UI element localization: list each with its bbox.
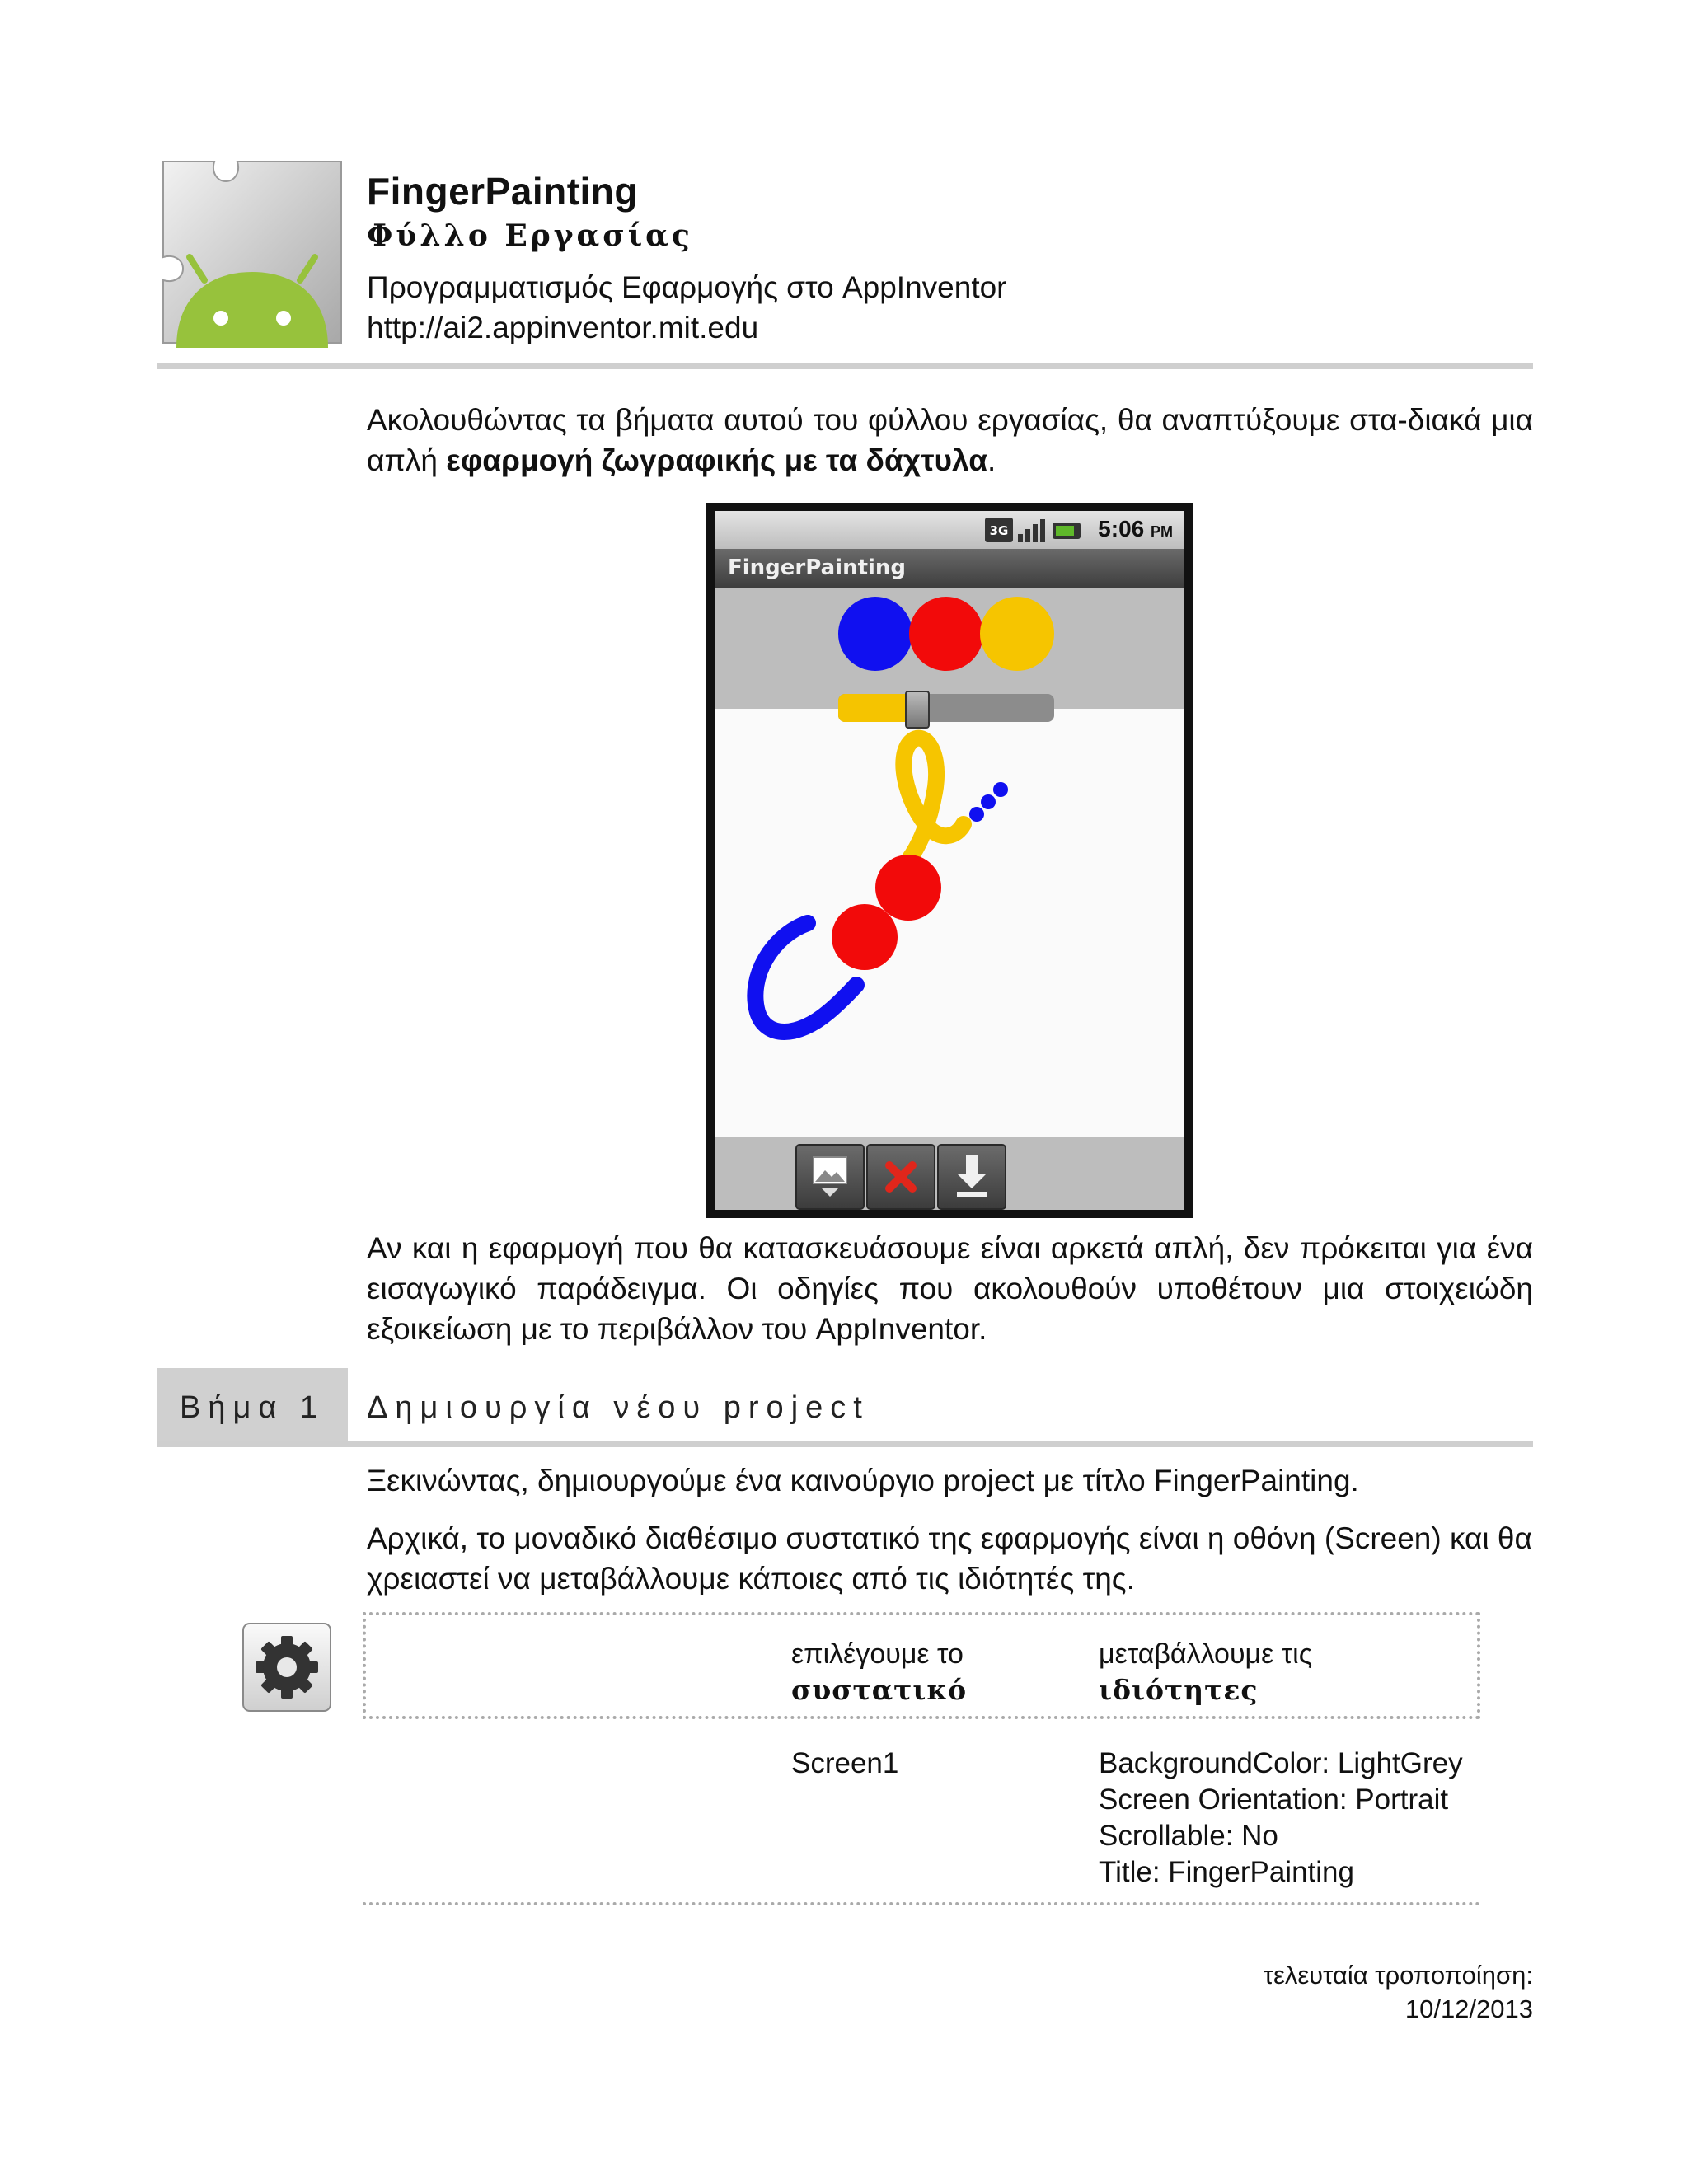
last-modified-label: τελευταία τροποποίηση:: [1263, 1961, 1533, 1990]
step-label: Βήμα 1: [179, 1390, 326, 1425]
course-url[interactable]: http://ai2.appinventor.mit.edu: [367, 311, 759, 344]
property-item: Screen Orientation: Portrait: [1099, 1783, 1449, 1816]
clock-ampm: PM: [1151, 523, 1173, 540]
property-item: Title: FingerPainting: [1099, 1856, 1354, 1888]
step-paragraph-1: Ξεκινώντας, δημιουργούμε ένα καινούργιο project με τίτλο FingerPainting.: [367, 1464, 1359, 1497]
component-column-header: [791, 1636, 967, 1708]
clock-time: 5:06: [1098, 516, 1145, 541]
step-title: Δημιουργία νέου project: [367, 1390, 870, 1425]
action-bar: [715, 1137, 1184, 1210]
step-paragraph-2: Αρχικά, το μοναδικό διαθέσιμο συστατικό της εφαρμογής είναι η οθόνη (Screen) και θα χρειαστεί να μεταβάλλουμε κάποιες από τις ιδιότητές της.: [367, 1521, 1532, 1596]
app-title: FingerPainting: [728, 555, 907, 580]
property-item: BackgroundColor: LightGrey: [1099, 1747, 1463, 1779]
app-screenshot: [706, 503, 1193, 1218]
status-bar: [715, 511, 1184, 549]
last-modified: [1264, 1958, 1533, 2026]
table-bottom-border: [363, 1902, 1480, 1905]
gear-icon: [241, 1622, 332, 1713]
properties-header-bold: ιδιότητες: [1099, 1674, 1259, 1706]
wipe-button[interactable]: [866, 1144, 935, 1210]
intro-paragraph: [367, 400, 1533, 480]
save-button[interactable]: [937, 1144, 1006, 1210]
gallery-button[interactable]: [795, 1144, 865, 1210]
last-modified-date: 10/12/2013: [1404, 1994, 1533, 2023]
component-header-bold: συστατικό: [791, 1674, 968, 1706]
yellow-stroke: [903, 738, 964, 865]
intro-text: Ακολουθώντας τα βήματα αυτού του φύλλου εργασίας, θα αναπτύξουμε στα-διακά μια απλή: [367, 403, 1533, 477]
document-title: FingerPainting: [367, 170, 638, 213]
properties-header-text: μεταβάλλουμε τις: [1099, 1638, 1313, 1670]
properties-column-header: [1099, 1636, 1312, 1708]
note-paragraph: Αν και η εφαρμογή που θα κατασκευάσουμε είναι αρκετά απλή, δεν πρόκειται για ένα εισαγωγικό παράδειγμα. Οι οδηγίες που ακολουθούν υποθέτουν μια στοιχειώδη εξοικείωση με το περιβάλλον του AppInventor.: [367, 1231, 1533, 1346]
component-header-text: επιλέγουμε το: [791, 1638, 964, 1670]
status-icons: [985, 516, 1084, 544]
course-title: Προγραμματισμός Εφαρμογής στο AppInventor: [367, 270, 1007, 304]
step-divider: [157, 1441, 1533, 1447]
network-label: 3G: [989, 523, 1009, 538]
red-dot: [832, 904, 898, 970]
color-panel: [715, 588, 1184, 709]
appinventor-logo: [157, 157, 348, 348]
blue-dot: [981, 794, 996, 809]
close-icon: [868, 1146, 934, 1208]
blue-color-button[interactable]: [838, 597, 912, 671]
blue-dot: [969, 807, 984, 822]
document-subtitle: Φύλλο Εργασίας: [367, 218, 693, 253]
intro-bold: εφαρμογή ζωγραφικής με τα δάχτυλα: [446, 443, 987, 477]
red-color-button[interactable]: [909, 597, 983, 671]
intro-end: .: [987, 443, 996, 477]
yellow-color-button[interactable]: [980, 597, 1054, 671]
red-dot: [875, 855, 941, 921]
properties-cell: [1099, 1746, 1463, 1891]
status-clock: [1098, 516, 1173, 542]
property-item: Scrollable: No: [1099, 1820, 1278, 1852]
app-title-bar: [715, 549, 1184, 588]
download-icon: [939, 1146, 1005, 1208]
component-cell: Screen1: [791, 1747, 899, 1779]
drawing-canvas[interactable]: [715, 709, 1184, 1137]
header-divider: [157, 363, 1533, 369]
blue-dot: [993, 782, 1008, 797]
picture-icon: [797, 1146, 863, 1208]
